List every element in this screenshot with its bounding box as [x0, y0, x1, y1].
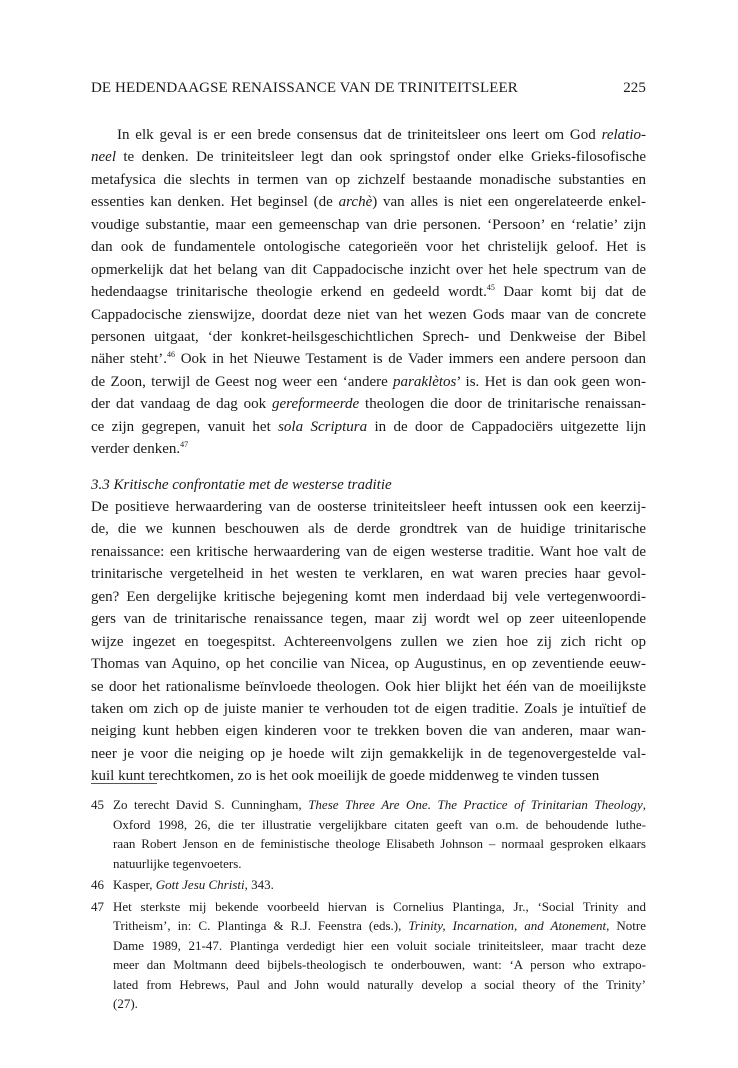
text-line [91, 169, 646, 191]
text-line [91, 586, 646, 608]
text-segment: ce zijn gegrepen, vanuit het [91, 418, 279, 435]
text-segment: ’ is. Het is dan ook geen won- [456, 373, 646, 390]
italic-text: Trinity, Incarnation, and Atonement [408, 918, 607, 933]
text-segment: gen? Een dergelijke kritische bejegening komt men inderdaad bij vele vertegenwoordi- [91, 588, 646, 605]
footnote-separator [91, 783, 157, 784]
text-line [91, 259, 646, 281]
italic-text: paraklètos [393, 373, 457, 390]
text-line [113, 795, 646, 815]
text-line [91, 191, 646, 213]
text-segment: in de door de Cappadociërs uitgezette lijn [367, 418, 646, 435]
text-line [91, 348, 646, 370]
main-text [91, 124, 646, 788]
text-segment: der dat vandaag de dag ook [91, 396, 272, 413]
page-number: 225 [623, 80, 646, 96]
text-line [91, 281, 646, 303]
italic-text: gereformeerde [272, 396, 360, 413]
text-segment: , Notre [606, 918, 646, 933]
text-segment: Het sterkste mij bekende voorbeeld hiervan is Cornelius Plantinga, Jr., ‘Social Trinity and [113, 898, 646, 914]
text-segment: raan Robert Jenson en de feministische theologe Elisabeth Johnson – normaal gesproken elkaars [113, 836, 646, 851]
text-line [91, 563, 646, 585]
footnote-number: 45 [91, 797, 104, 812]
text-line [113, 975, 646, 995]
text-segment: dan ook de fundamentele ontologische categorieën voor het christelijk geloof. Het is [91, 239, 646, 256]
text-segment: lated from Hebrews, Paul and John would naturally develop a social theory of the Trinity’ [113, 976, 646, 992]
text-segment: Dame 1989, 21-47. Plantinga verdedigt hier een voluit sociale triniteitsleer, maar tracht deze [113, 937, 646, 953]
footnote-reference[interactable]: 47 [180, 440, 189, 450]
text-line [91, 416, 646, 438]
text-line [113, 936, 646, 956]
italic-text: sola Scriptura [278, 418, 368, 435]
text-segment: Zo terecht David S. Cunningham, [113, 797, 309, 812]
text-segment: theologen die door de trinitarische renaissan- [359, 396, 646, 413]
footnote-reference[interactable]: 46 [167, 350, 176, 360]
text-segment: taken om zich op de juiste manier te verhouden tot de eigen traditie. Zoals je intuïtief de [91, 700, 646, 717]
text-line [113, 897, 646, 917]
text-segment: renaissance: een kritische herwaardering van de eigen westerse traditie. Want hoe valt de [91, 543, 646, 560]
text-segment: Daar komt bij dat de [494, 284, 646, 301]
footnote [91, 875, 646, 895]
paragraph [91, 496, 646, 788]
text-line [113, 875, 646, 895]
footnotes [91, 795, 646, 1016]
text-line [91, 720, 646, 742]
footnote [91, 897, 646, 1014]
text-line [113, 994, 646, 1014]
text-line [113, 854, 646, 874]
text-segment: Cappadocische zienswijze, doordat deze niet van het wezen Gods maar van de concrete [91, 306, 646, 323]
text-line [91, 653, 646, 675]
text-segment: verder denken. [91, 441, 181, 458]
text-segment: (27). [113, 996, 138, 1011]
italic-text: neel [91, 149, 116, 166]
running-head-title: DE HEDENDAAGSE RENAISSANCE VAN DE TRINITEITSLEER [91, 80, 518, 96]
italic-text: Gott Jesu Christi [155, 877, 245, 892]
text-segment: ) van alles is niet een ongerelateerde enkel- [372, 194, 646, 211]
text-line [113, 955, 646, 975]
text-line [91, 214, 646, 236]
text-segment: , 343. [244, 877, 274, 892]
italic-text: archè [338, 194, 373, 211]
text-segment: se door het rationalisme beïnvloede theologen. Ook hier blijkt het één van de moeilijkste [91, 678, 646, 695]
text-line [91, 304, 646, 326]
text-line [91, 698, 646, 720]
italic-text: These Three Are One. The Practice of Trinitarian Theology [308, 797, 643, 812]
text-segment: näher steht’. [91, 351, 168, 368]
text-line [91, 676, 646, 698]
text-line [91, 438, 646, 460]
footnote-reference[interactable]: 45 [486, 283, 495, 293]
text-segment: trinitarische vergetelheid in het westen te verklaren, en wat waren precies haar gevol- [91, 566, 646, 583]
text-segment: opmerkelijk dat het belang van dit Cappadocische inzicht over het hele spectrum van de [91, 261, 646, 278]
text-line [91, 743, 646, 765]
text-line [113, 916, 646, 936]
text-segment: Ook in het Nieuwe Testament is de Vader immers een andere persoon dan [175, 351, 646, 368]
text-segment: personen uitgaat, ‘der konkret-heilsgeschichtlichen Sprech- und Denkweise der Bibel [91, 328, 646, 345]
footnote-number: 46 [91, 877, 104, 892]
text-line [91, 371, 646, 393]
text-segment: , [642, 797, 646, 812]
text-segment: te denken. De triniteitsleer legt dan ook springstof onder elke Grieks-filosofische [115, 149, 646, 166]
footnote [91, 795, 646, 873]
text-line [91, 124, 646, 146]
text-segment: neer je voor die neiging op je hoede wilt zijn gemakkelijk in de tegenovergestelde val- [91, 745, 646, 762]
text-segment: Oxford 1998, 26, die ter illustratie vergelijkbare citaten geeft van o.m. de behoudende luthe- [113, 816, 646, 832]
text-segment: hedendaagse trinitarische theologie erkend en gedeeld wordt. [91, 284, 487, 301]
text-segment: voudige substantie, maar een gemeenschap van drie personen. ‘Persoon’ en ‘relatie’ zijn [91, 216, 646, 233]
text-line [91, 236, 646, 258]
text-segment: meer dan Moltmann deed bijbels-theologisch te onderbouwen, want: ‘A person who extrapo- [113, 957, 646, 972]
text-line [91, 541, 646, 563]
footnote-number: 47 [91, 898, 104, 914]
text-segment: essenties kan denken. Het beginsel (de [91, 194, 339, 211]
text-segment: wijze ingezet en toegespitst. Achtereenvolgens zullen we zien hoe zij zich richt op [91, 633, 646, 650]
text-segment: In elk geval is er een brede consensus dat de triniteitsleer ons leert om God [117, 127, 602, 143]
text-line [113, 834, 646, 854]
text-line [91, 326, 646, 348]
text-line [91, 393, 646, 415]
text-segment: Tritheism’, in: C. Plantinga & R.J. Feenstra (eds.), [113, 918, 409, 933]
text-segment: gers van de trinitarische renaissance tegen, maar zij wordt wel op zeer uiteenlopende [91, 611, 646, 628]
text-line [91, 765, 646, 787]
text-segment: neiging kunt hebben eigen kinderen voor te trekken boven die van anderen, maar wan- [91, 723, 646, 740]
text-segment: De positieve herwaardering van de oosterse triniteitsleer heeft intussen ook een keerzij- [91, 499, 646, 515]
text-line [91, 496, 646, 518]
text-segment: de Zoon, terwijl de Geest nog weer een ‘andere [91, 373, 394, 390]
text-line [91, 608, 646, 630]
text-segment: kuil kunt terechtkomen, zo is het ook moeilijk de goede middenweg te vinden tussen [91, 768, 600, 785]
text-segment: Thomas van Aquino, op het concilie van Nicea, op Augustinus, en op zeventiende eeuw- [91, 656, 646, 673]
paragraph [91, 124, 646, 461]
section-heading: 3.3 Kritische confrontatie met de westerse traditie [91, 476, 392, 493]
text-line [91, 631, 646, 653]
text-segment: metafysica die slechts in termen van op zichzelf bestaande monadische substanties en [91, 171, 646, 188]
italic-text: relatio- [601, 127, 646, 143]
text-segment: de, die we kunnen beschouwen als de derde grondtrek van de huidige trinitarische [91, 521, 646, 538]
text-line [91, 146, 646, 168]
text-segment: natuurlijke tegenvoeters. [113, 855, 242, 871]
text-line [113, 815, 646, 835]
text-line [91, 518, 646, 540]
text-segment: Kasper, [113, 877, 156, 892]
